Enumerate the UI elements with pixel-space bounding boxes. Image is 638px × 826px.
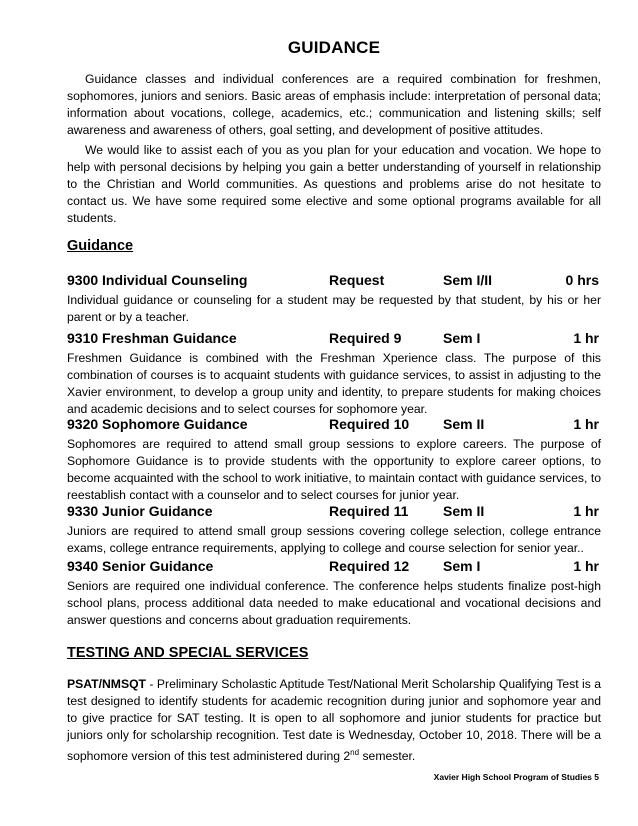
course-requirement: Required 12 [329, 558, 410, 574]
course-name: 9330 Junior Guidance [67, 503, 213, 519]
course-hours: 1 hr [573, 503, 599, 519]
course-description: Sophomores are required to attend small group sessions to explore careers. The purpose of Sophomore Guidance is to provide students with the opportunity to explore career options, to become acquainted with the school to work initiative, to maintain contact with guidance services, to reestablish contact with a counselor and to select courses for junior year. [67, 437, 601, 502]
course-title-row [67, 503, 601, 523]
course-semester: Sem I/II [443, 272, 493, 288]
course-semester: Sem II [443, 503, 485, 519]
course-requirement: Required 10 [329, 416, 410, 432]
psat-label: PSAT/NMSQT [67, 677, 146, 691]
psat-superscript: nd [350, 748, 360, 757]
course-requirement: Required 9 [329, 330, 402, 346]
course-description: Seniors are required one individual conference. The conference helps students finalize post-high school plans, process additional data needed to make educational and vocational decisions and answer questions and concerns about graduation requirements. [67, 579, 601, 627]
course-requirement: Required 11 [329, 503, 409, 519]
course-9320 [67, 416, 601, 504]
testing-section-heading: TESTING AND SPECIAL SERVICES [67, 645, 309, 661]
course-semester: Sem I [443, 330, 481, 346]
page-title: GUIDANCE [287, 38, 381, 57]
course-name: 9310 Freshman Guidance [67, 330, 237, 346]
psat-paragraph [67, 676, 601, 765]
page-footer: Xavier High School Program of Studies 5 [433, 772, 599, 782]
course-description: Freshmen Guidance is combined with the Freshman Xperience class. The purpose of this combination of courses is to acquaint students with guidance services, to assist in adjusting to the Xavier environment, to develop a group unity and identity, to prepare students for making choices and academic decisions and to select courses for sophomore year. [67, 351, 601, 416]
course-name: 9340 Senior Guidance [67, 558, 214, 574]
course-hours: 1 hr [573, 416, 599, 432]
course-requirement: Request [329, 272, 385, 288]
guidance-section-heading: Guidance [67, 238, 134, 254]
course-title-row [67, 416, 601, 436]
course-9340 [67, 558, 601, 629]
course-title-row [67, 272, 601, 292]
intro-paragraph-1: Guidance classes and individual conferences are a required combination for freshmen, sophomores, juniors and seniors. Basic areas of emphasis include: interpretation of personal data; information about vocations, college, academics, etc.; communication and listening skills; self awareness and awareness of others, goal setting, and development of positive attitudes. [67, 72, 601, 137]
course-semester: Sem II [443, 416, 485, 432]
course-9310 [67, 330, 601, 418]
course-name: 9300 Individual Counseling [67, 272, 248, 288]
course-hours: 0 hrs [565, 272, 599, 288]
course-hours: 1 hr [573, 558, 599, 574]
intro-paragraph-2: We would like to assist each of you as you plan for your education and vocation. We hope to help with personal decisions by helping you gain a better understanding of yourself in relationship to the Christian and World communities. As questions and problems arise do not hesitate to contact us. We have some required some elective and some optional programs available for all students. [67, 143, 601, 225]
psat-tail: semester. [359, 749, 416, 764]
course-9300 [67, 272, 601, 326]
course-title-row [67, 330, 601, 350]
psat-text: - Preliminary Scholastic Aptitude Test/National Merit Scholarship Qualifying Test is a test designed to identify students for academic recognition during junior and sophomore year and to give practice for SAT testing. It is open to all sophomore and junior students for practice but juniors only for scholarship recognition. Test date is Wednesday, October 10, 2018. There will be a sophomore version of this test administered during 2 [67, 677, 601, 764]
course-description: Individual guidance or counseling for a student may be requested by that student, by his or her parent or by a teacher. [67, 293, 601, 324]
course-semester: Sem I [443, 558, 481, 574]
course-hours: 1 hr [573, 330, 599, 346]
course-name: 9320 Sophomore Guidance [67, 416, 248, 432]
course-title-row [67, 558, 601, 578]
course-description: Juniors are required to attend small group sessions covering college selection, college entrance exams, college entrance requirements, applying to college and course selection for senior year.. [67, 524, 601, 555]
course-9330 [67, 503, 601, 557]
